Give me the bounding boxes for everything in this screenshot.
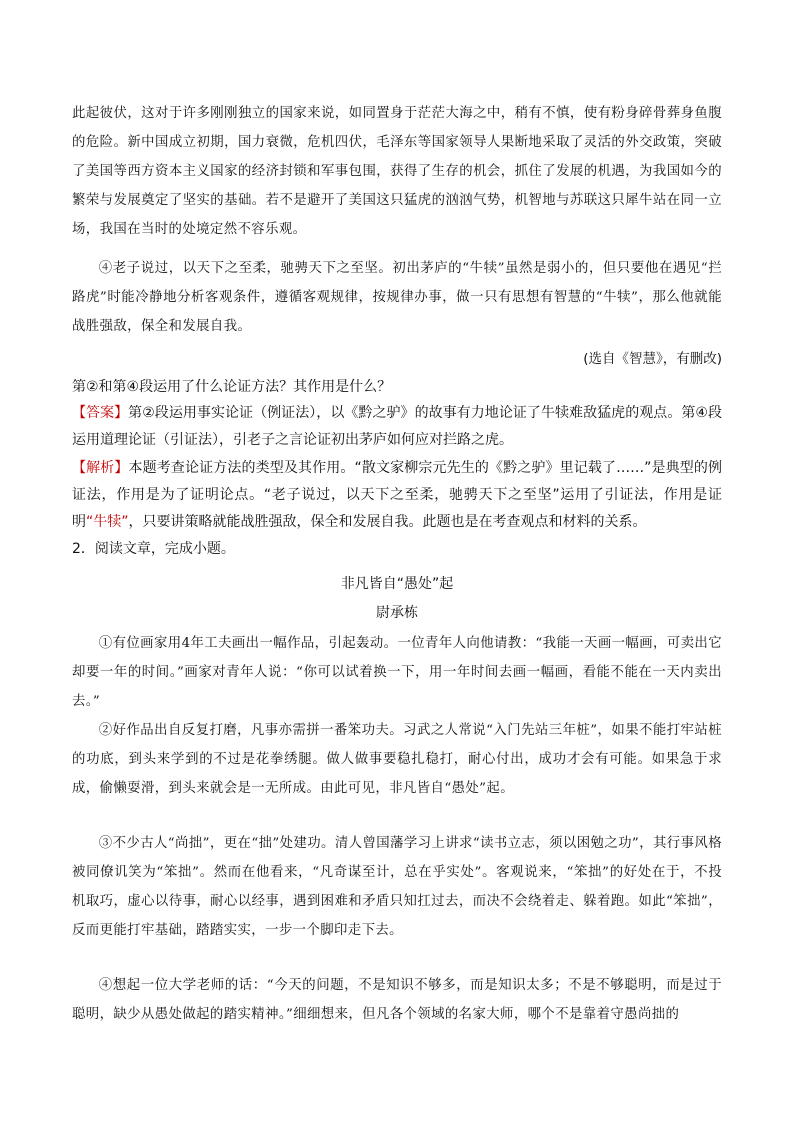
question-1-text: 第②和第④段运用了什么论证方法？其作用是什么？ <box>72 379 392 395</box>
answer-text: 第②段运用事实论证（例证法），以《黔之驴》的故事有力地论证了牛犊难敌猛虎的观点。第④段运用道理论证（引证法），引老子之言论证初出茅庐如何应对拦路之虎。 <box>72 405 722 448</box>
article-title: 非凡皆自“愚处”起 <box>340 576 454 592</box>
question-2-intro: 2．阅读文章，完成小题。 <box>72 541 235 557</box>
analysis-text: 本题考查论证方法的类型及其作用。“散文家柳宗元先生的《黔之驴》里记载了……”是典型的例证法，作用是为了证明论点。“老子说过，以天下之至柔，驰骋天下之至坚”运用了引证法，作用是证明 <box>72 460 722 530</box>
article-author: 尉承栋 <box>376 605 418 621</box>
question-1-analysis <box>72 455 722 536</box>
passage-paragraph-3-continued: 此起彼伏，这对于许多刚刚独立的国家来说，如同置身于茫茫大海之中，稍有不慎，使有粉身碎骨葬身鱼腹的危险。新中国成立初期，国力衰微，危机四伏，毛泽东等国家领导人果断地采取了灵活的外交政策，突破了美国等西方资本主义国家的经济封锁和军事包围，获得了生存的机会，抓住了发展的机遇，为我国如今的繁荣与发展奠定了坚实的基础。若不是避开了美国这只猛虎的汹汹气势，机智地与苏联这只犀牛站在同一立场，我国在当时的处境定然不容乐观。 <box>72 106 722 237</box>
article-paragraph-4: ④想起一位大学老师的话：“今天的问题，不是知识不够多，而是知识太多；不是不够聪明，而是过于聪明，缺少从愚处做起的踏实精神。”细细想来，但凡各个领域的名家大师，哪个不是靠着守愚尚拙的 <box>72 978 722 1022</box>
analysis-highlight: “牛犊” <box>86 514 129 530</box>
article-paragraph-3: ③不少古人“尚拙”，更在“拙”处建功。清人曾国藩学习上讲求“读书立志，须以困勉之功”，其行事风格被同僚讥笑为“笨拙”。然而在他看来，“凡奇谋至计，总在乎实处”。客观说来，“笨拙”的好处在于，不投机取巧，虚心以待事，耐心以经事，遇到困难和矛盾只知扛过去，而决不会绕着走、躲着跑。如此“笨拙”，反而更能打牢基础，踏踏实实，一步一个脚印走下去。 <box>72 836 722 938</box>
answer-tag: 【答案】 <box>72 405 129 421</box>
article-paragraph-1: ①有位画家用4年工夫画出一幅作品，引起轰动。一位青年人向他请教：“我能一天画一幅画，可卖出它却要一年的时间。”画家对青年人说：“你可以试着换一下，用一年时间去画一幅画，看能不能在一天内卖出去。” <box>72 636 722 709</box>
analysis-tag: 【解析】 <box>72 460 129 476</box>
analysis-tail: ，只要讲策略就能战胜强敌，保全和发展自我。此题也是在考查观点和材料的关系。 <box>128 514 647 530</box>
passage-paragraph-4: ④老子说过，以天下之至柔，驰骋天下之至坚。初出茅庐的“牛犊”虽然是弱小的，但只要他在遇见“拦路虎”时能冷静地分析客观条件，遵循客观规律，按规律办事，做一只有思想有智慧的“牛犊”，那么他就能战胜强敌，保全和发展自我。 <box>72 261 722 334</box>
article-paragraph-2: ②好作品出自反复打磨，凡事亦需拼一番笨功夫。习武之人常说“入门先站三年桩”，如果不能打牢站桩的功底，到头来学到的不过是花拳绣腿。做人做事要稳扎稳打，耐心付出，成功才会有可能。如果急于求成，偷懒耍滑，到头来就会是一无所成。由此可见，非凡皆自“愚处”起。 <box>72 723 722 796</box>
question-1-answer <box>72 400 722 454</box>
passage-source: (选自《智慧》，有删改) <box>583 351 722 367</box>
